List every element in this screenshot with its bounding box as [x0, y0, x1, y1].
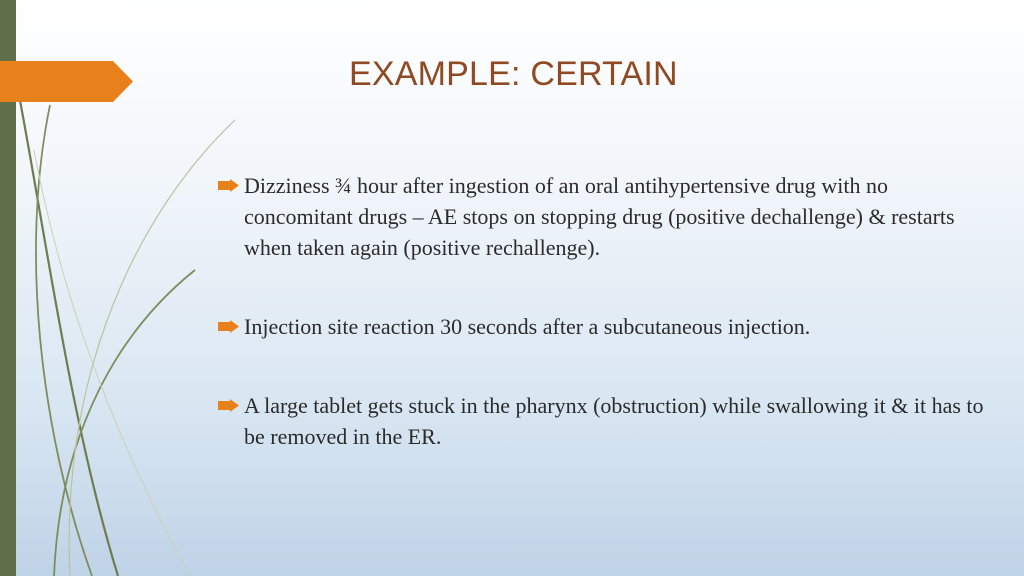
arrow-bullet-icon	[218, 320, 239, 333]
slide-title: EXAMPLE: CERTAIN	[349, 55, 678, 93]
bullet-list	[218, 170, 998, 452]
arrow-bullet-icon	[218, 399, 239, 412]
bullet-item	[218, 170, 998, 263]
arrow-bullet-icon	[218, 179, 239, 192]
bullet-text: A large tablet gets stuck in the pharynx (obstruction) while swallowing it & it has to be removed in the ER.	[244, 393, 984, 449]
bullet-text: Dizziness ¾ hour after ingestion of an oral antihypertensive drug with no concomitant drugs – AE stops on stopping drug (positive dechallenge) & restarts when taken again (positive rechallenge).	[244, 173, 955, 260]
bullet-text: Injection site reaction 30 seconds after a subcutaneous injection.	[244, 314, 811, 339]
bullet-item	[218, 311, 998, 342]
orange-accent-arrow	[0, 61, 133, 102]
bullet-item	[218, 390, 998, 452]
